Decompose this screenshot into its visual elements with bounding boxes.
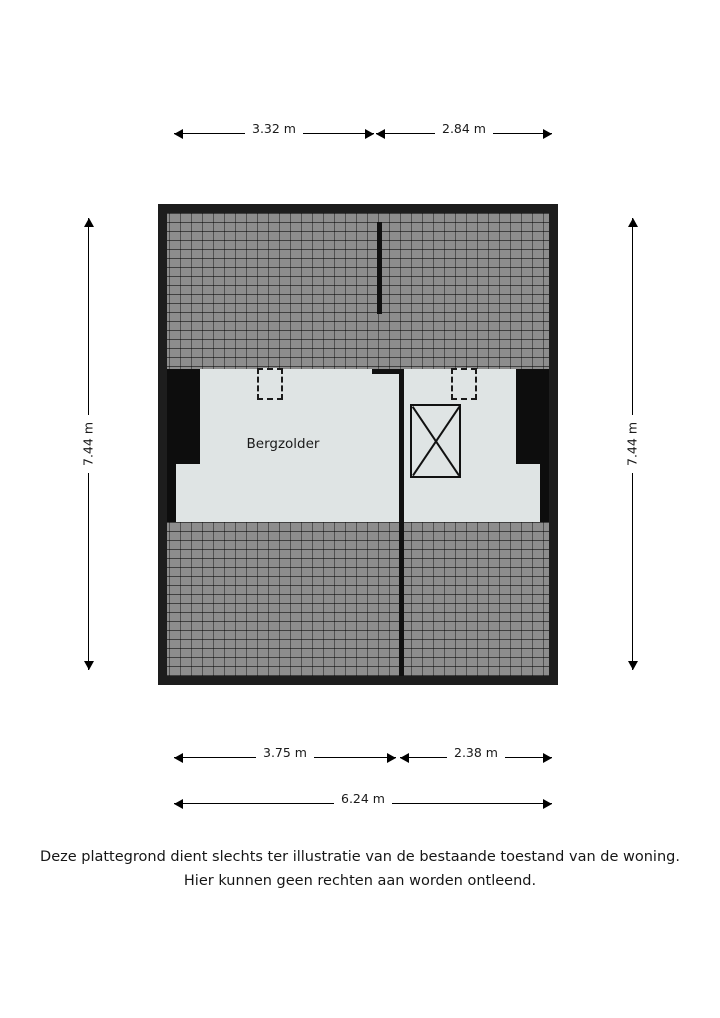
building-outline (158, 204, 558, 685)
room-label-bergzolder: Bergzolder (246, 436, 320, 452)
arrow-up-icon (84, 218, 94, 227)
dimension-bottom-right-label: 2.38 m (400, 745, 552, 760)
roof-surface-upper (158, 204, 558, 369)
dimension-top-right-label: 2.84 m (376, 121, 552, 136)
dimension-left-label: 7.44 m (81, 415, 96, 473)
dimension-bottom-left (174, 747, 396, 767)
arrow-down-icon (84, 661, 94, 670)
roof-ridge-upper (377, 222, 382, 314)
roof-window-right-icon (451, 368, 477, 400)
partition-wall-vertical (399, 369, 404, 522)
dimension-top-left (174, 123, 374, 143)
roof-window-left-icon (257, 368, 283, 400)
roof-surface-lower (158, 522, 558, 685)
roof-ridge-lower (399, 522, 404, 685)
wall-right (516, 369, 558, 464)
dimension-bottom-right (400, 747, 552, 767)
stair-opening-icon (410, 404, 461, 478)
partition-wall-horizontal (372, 369, 404, 374)
dimension-top-left-label: 3.32 m (174, 121, 374, 136)
disclaimer-line-2: Hier kunnen geen rechten aan worden ontleend. (183, 873, 537, 889)
dimension-top-right (376, 123, 552, 143)
arrow-up-icon (628, 218, 638, 227)
dimension-bottom-total (174, 793, 552, 813)
wall-left (158, 369, 200, 464)
dimension-bottom-left-label: 3.75 m (174, 745, 396, 760)
dimension-right-label: 7.44 m (625, 415, 640, 473)
disclaimer (0, 845, 720, 893)
dimension-left (78, 218, 98, 670)
dimension-bottom-total-label: 6.24 m (174, 791, 552, 806)
dimension-right (622, 218, 642, 670)
arrow-down-icon (628, 661, 638, 670)
disclaimer-line-1: Deze plattegrond dient slechts ter illustratie van de bestaande toestand van de woning. (40, 849, 680, 865)
